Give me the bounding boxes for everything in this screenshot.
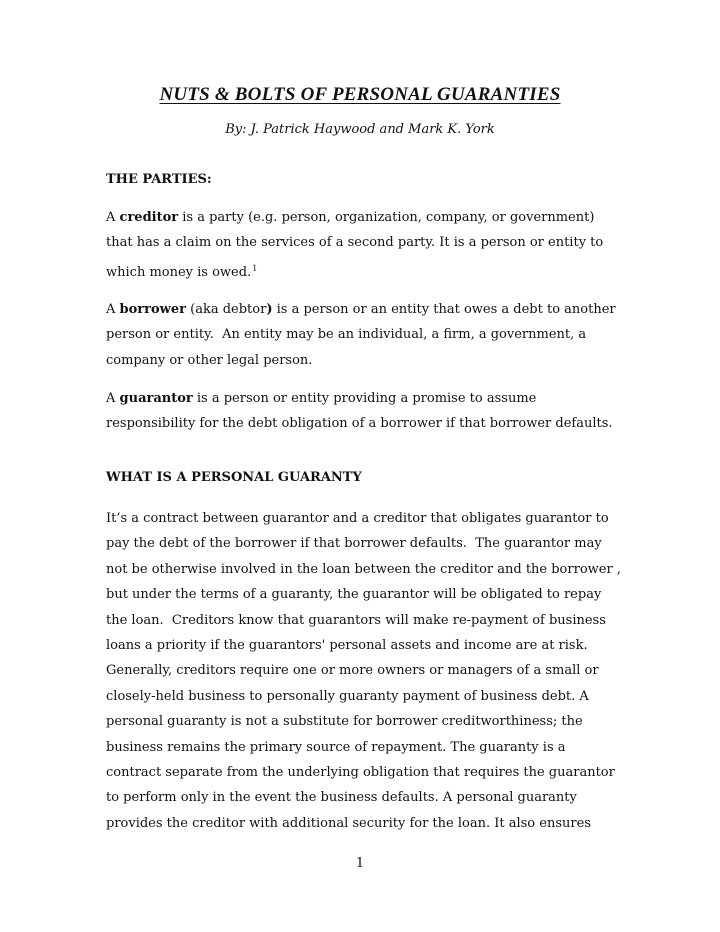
- section-heading-parties: THE PARTIES:: [106, 172, 212, 187]
- paragraph-personal-guaranty: [106, 506, 626, 836]
- defined-term-creditor: creditor: [119, 210, 179, 225]
- paragraph-creditor: [106, 205, 626, 281]
- page-number: 1: [355, 856, 365, 871]
- paragraph-text: is a person or an entity that owes a debt to another: [272, 302, 616, 317]
- paragraph-guarantor: [106, 386, 626, 437]
- paragraph-line: loans a priority if the guarantors' personal assets and income are at risk.: [106, 637, 588, 653]
- footnote-reference[interactable]: 1: [252, 263, 258, 273]
- document-title: NUTS & BOLTS OF PERSONAL GUARANTIES: [159, 84, 561, 105]
- paragraph-line: [106, 297, 626, 322]
- paragraph-line: but under the terms of a guaranty, the guarantor will be obligated to repay: [106, 587, 602, 603]
- paragraph-text: (aka debtor: [185, 302, 267, 317]
- paragraph-line: responsibility for the debt obligation of a borrower if that borrower defaults.: [106, 416, 613, 432]
- paragraph-line: contract separate from the underlying obligation that requires the guarantor: [106, 764, 615, 780]
- paragraph-line: [106, 205, 626, 230]
- paragraph-line: [106, 256, 626, 281]
- paragraph-text: which money is owed.: [106, 264, 252, 280]
- paragraph-line: the loan. Creditors know that guarantors will make re-payment of business: [106, 612, 606, 628]
- paragraph-line: that has a claim on the services of a second party. It is a person or entity to: [106, 235, 604, 251]
- paragraph-borrower: [106, 297, 626, 373]
- paragraph-text: is a party (e.g. person, organization, company, or government): [178, 210, 595, 225]
- defined-term-guarantor: guarantor: [119, 391, 193, 406]
- paragraph-line: person or entity. An entity may be an individual, a firm, a government, a: [106, 327, 587, 343]
- paragraph-line: business remains the primary source of repayment. The guaranty is a: [106, 739, 566, 755]
- paragraph-line: company or other legal person.: [106, 352, 313, 368]
- paragraph-line: closely-held business to personally guaranty payment of business debt. A: [106, 688, 589, 704]
- paragraph-lead: A: [106, 210, 120, 225]
- paragraph-text: ): [266, 302, 273, 317]
- paragraph-text: is a person or entity providing a promise to assume: [192, 391, 537, 406]
- paragraph-line: [106, 386, 626, 411]
- paragraph-lead: A: [106, 391, 120, 406]
- section-heading-personal-guaranty: WHAT IS A PERSONAL GUARANTY: [106, 470, 362, 485]
- paragraph-line: Generally, creditors require one or more owners or managers of a small or: [106, 663, 599, 679]
- paragraph-line: It’s a contract between guarantor and a creditor that obligates guarantor to: [106, 511, 609, 526]
- document-byline: By: J. Patrick Haywood and Mark K. York: [225, 122, 495, 137]
- paragraph-line: provides the creditor with additional security for the loan. It also ensures: [106, 815, 591, 831]
- paragraph-line: to perform only in the event the business defaults. A personal guaranty: [106, 790, 577, 806]
- paragraph-line: not be otherwise involved in the loan between the creditor and the borrower ,: [106, 561, 621, 577]
- paragraph-lead: A: [106, 302, 120, 317]
- defined-term-borrower: borrower: [119, 302, 186, 317]
- paragraph-line: personal guaranty is not a substitute for borrower creditworthiness; the: [106, 714, 583, 730]
- paragraph-line: pay the debt of the borrower if that borrower defaults. The guarantor may: [106, 536, 602, 552]
